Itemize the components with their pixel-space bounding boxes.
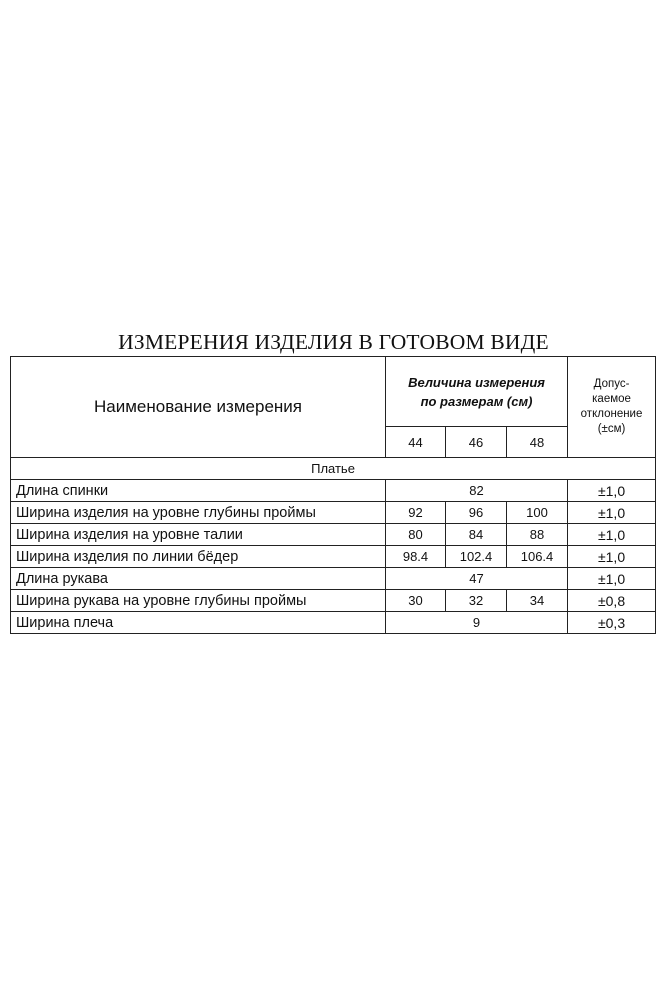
measurement-name-header: Наименование измерения — [11, 357, 386, 458]
table-row — [11, 546, 656, 568]
row-value-48: 106.4 — [507, 546, 568, 568]
table-row — [11, 480, 656, 502]
row-name: Ширина плеча — [11, 612, 386, 634]
size-44-header: 44 — [386, 427, 446, 458]
table-row — [11, 612, 656, 634]
section-row — [11, 458, 656, 480]
tolerance-header-line3: отклонение — [580, 408, 643, 420]
measurements-table — [10, 356, 656, 634]
row-value-46: 102.4 — [446, 546, 507, 568]
row-value-48: 88 — [507, 524, 568, 546]
row-value-44: 92 — [386, 502, 446, 524]
tolerance-header-line2: каемое — [592, 393, 631, 405]
row-tolerance: ±0,3 — [568, 612, 656, 634]
row-value-48: 100 — [507, 502, 568, 524]
row-tolerance: ±0,8 — [568, 590, 656, 612]
table-row — [11, 502, 656, 524]
row-value-44: 30 — [386, 590, 446, 612]
row-tolerance: ±1,0 — [568, 568, 656, 590]
size-48-header: 48 — [507, 427, 568, 458]
row-name: Длина рукава — [11, 568, 386, 590]
row-value-46: 32 — [446, 590, 507, 612]
row-value-48: 34 — [507, 590, 568, 612]
row-name: Ширина изделия по линии бёдер — [11, 546, 386, 568]
size-values-header — [386, 357, 568, 427]
row-tolerance: ±1,0 — [568, 502, 656, 524]
row-value-44: 80 — [386, 524, 446, 546]
table-row — [11, 590, 656, 612]
header-row — [11, 357, 656, 427]
row-value-all-sizes: 47 — [386, 568, 568, 590]
size-46-header: 46 — [446, 427, 507, 458]
row-name: Ширина изделия на уровне глубины проймы — [11, 502, 386, 524]
tolerance-header — [568, 357, 656, 458]
row-tolerance: ±1,0 — [568, 546, 656, 568]
size-values-header-line1: Величина измерения — [408, 374, 545, 390]
row-value-46: 96 — [446, 502, 507, 524]
row-value-all-sizes: 9 — [386, 612, 568, 634]
row-name: Ширина рукава на уровне глубины проймы — [11, 590, 386, 612]
row-tolerance: ±1,0 — [568, 524, 656, 546]
document-title: ИЗМЕРЕНИЯ ИЗДЕЛИЯ В ГОТОВОМ ВИДЕ — [118, 330, 549, 354]
row-value-44: 98.4 — [386, 546, 446, 568]
row-name: Ширина изделия на уровне талии — [11, 524, 386, 546]
row-name: Длина спинки — [11, 480, 386, 502]
tolerance-header-line4: (±см) — [597, 423, 626, 435]
size-values-header-line2: по размерам (см) — [420, 393, 533, 409]
row-tolerance: ±1,0 — [568, 480, 656, 502]
tolerance-header-line1: Допус- — [593, 378, 630, 390]
row-value-46: 84 — [446, 524, 507, 546]
table-row — [11, 568, 656, 590]
section-label: Платье — [11, 458, 656, 480]
table-row — [11, 524, 656, 546]
row-value-all-sizes: 82 — [386, 480, 568, 502]
